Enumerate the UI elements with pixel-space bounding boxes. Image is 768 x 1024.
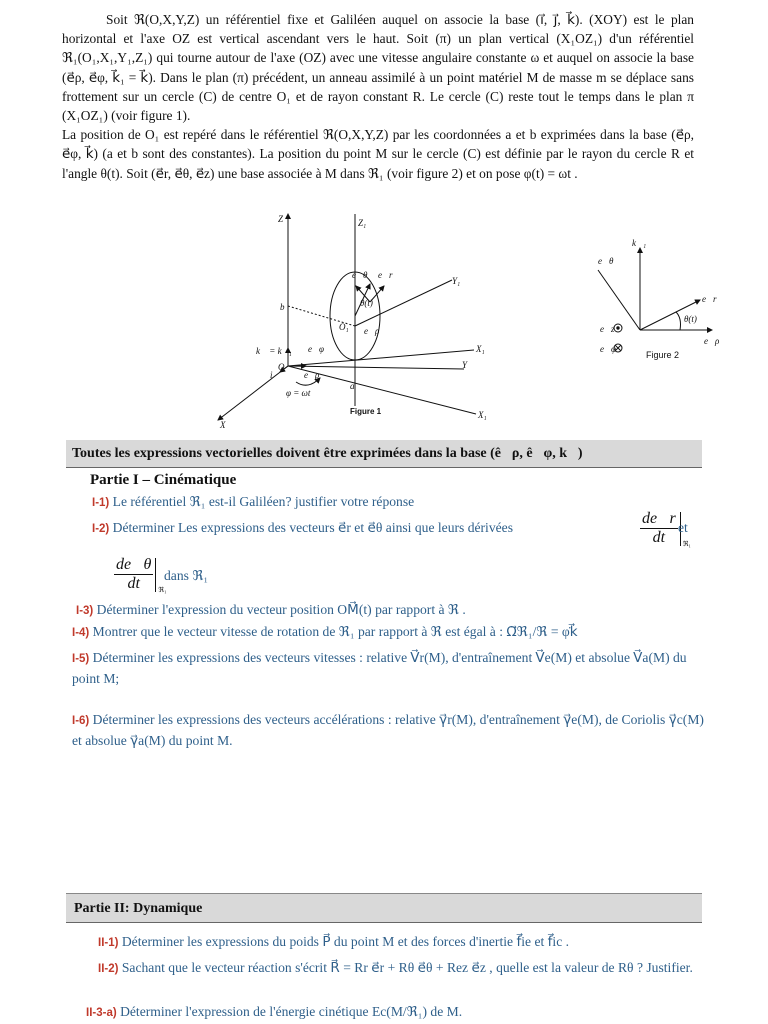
partie-1-title: Partie I – Cinématique [90, 472, 237, 488]
label-O1: O₁ [339, 322, 349, 332]
figure-1 [218, 214, 476, 420]
label-Y1: Y₁ [452, 276, 461, 286]
question-text: Déterminer l'expression de l'énergie cinétique Ec(M/ℜ₁) de M. [120, 1004, 463, 1019]
question-number: II-3-a) [86, 1007, 117, 1019]
question-text: Le référentiel ℜ₁ est-il Galiléen? justifier votre réponse [112, 494, 415, 509]
word-et: et [678, 520, 688, 535]
label-b: b [280, 302, 285, 312]
label-k: k⃗ = k⃗₁ [256, 346, 292, 356]
fig2-label-er: e⃗r [702, 294, 717, 304]
label-erho-origin: e⃗ρ [304, 370, 320, 380]
question-I-1 [92, 492, 702, 513]
label-theta: θ(t) [360, 298, 373, 308]
fraction-denominator: dt [127, 575, 140, 592]
word-dans: dans ℜ₁ [164, 568, 209, 583]
question-I-3 [76, 600, 706, 621]
question-number: I-1) [92, 497, 110, 509]
question-number: I-4) [72, 627, 90, 639]
figures-svg [200, 206, 740, 436]
question-text: Déterminer les expressions du poids P⃗ du point M et des forces d'inertie f⃗ie et f⃗ic . [121, 934, 570, 949]
label-Z: Z [278, 214, 284, 224]
label-a: a [350, 381, 355, 391]
evaluation-bar: ℜ₁ [680, 512, 681, 546]
evaluation-bar: ℜ₁ [155, 558, 156, 592]
question-II-2 [98, 958, 704, 979]
fig2-label-k1: k⃗₁ [632, 238, 647, 248]
label-Y: Y [462, 360, 468, 370]
fraction [114, 556, 153, 593]
label-etheta: e⃗θ [352, 270, 368, 280]
fraction-numerator: de⃗r [642, 510, 676, 527]
figure-1-caption: Figure 1 [350, 407, 382, 416]
question-II-3-a [86, 1002, 706, 1023]
question-text: Déterminer les expressions des vecteurs vitesses : relative V⃗r(M), d'entraînement V⃗e(M) et absolue V⃗a(M) du point M; [72, 650, 687, 686]
label-X1-lower: X₁ [478, 410, 487, 420]
intro-text [62, 10, 694, 183]
fraction-numerator: de⃗θ [116, 556, 152, 573]
question-number: I-5) [72, 653, 90, 665]
question-text: Déterminer Les expressions des vecteurs e⃗r et e⃗θ ainsi que leurs dérivées [112, 520, 513, 535]
question-number: II-1) [98, 937, 119, 949]
label-Z1: Z₁ [358, 218, 367, 228]
question-number: I-2) [92, 523, 110, 535]
intro-paragraph-1: Soit ℜ(O,X,Y,Z) un référentiel fixe et Galiléen auquel on associe la base (i⃗, j⃗, k⃗). (XOY) est le plan horizontal et l'axe OZ est vertical ascendant vers le haut. Soit (π) un plan vertical (X₁OZ₁) d'un référentiel ℜ₁(O₁,X₁,Y₁,Z₁) qui tourne autour de l'axe (OZ) avec une vitesse angulaire constante ω et auquel on associe la base (e⃗ρ, e⃗φ, k⃗₁ = k⃗). Dans le plan (π) précédent, un anneau assimilé à un point matériel M de masse m se déplace sans frottement sur un cercle (C) de centre O₁ et de rayon constant R. Le cercle (C) reste tout le temps dans le plan π (X₁OZ₁) (voir figure 1). [62, 12, 694, 124]
question-text: Déterminer les expressions des vecteurs accélérations : relative γ⃗r(M), d'entraînement γ⃗e(M), de Coriolis γ⃗c(M) et absolue γ⃗a(M) du point M. [72, 712, 704, 748]
label-phi: φ = ωt [286, 388, 311, 398]
fig2-label-etheta: e⃗θ [598, 256, 614, 266]
intro-paragraph-2: La position de O₁ est repéré dans le référentiel ℜ(O,X,Y,Z) par les coordonnées a et b exprimées dans la base (e⃗ρ, e⃗φ, k⃗) (a et b sont des constantes). La position du point M sur le cercle (C) est définie par le rayon du cercle R et l'angle θ(t). Soit (e⃗r, e⃗θ, e⃗z) une base associée à M dans ℜ₁ (voir figure 2) et on pose φ(t) = ωt . [62, 127, 694, 181]
fig2-label-theta: θ(t) [684, 314, 697, 324]
fig2-label-ez: e⃗z [600, 324, 615, 334]
question-text: Sachant que le vecteur réaction s'écrit R⃗ = Rr e⃗r + Rθ e⃗θ + Rez e⃗z , quelle est la valeur de Rθ ? Justifier. [121, 960, 693, 975]
question-number: I-6) [72, 715, 90, 727]
question-I-4 [72, 622, 708, 643]
fraction-denominator: dt [652, 529, 666, 546]
figure-1-labels [219, 214, 487, 430]
question-text: Montrer que le vecteur vitesse de rotation de ℜ₁ par rapport à ℜ est égal à : Ω⃗ℜ₁/ℜ = φ̇k⃗ [92, 624, 578, 639]
label-O: O [278, 362, 285, 372]
question-text: Déterminer l'expression du vecteur position OM⃗(t) par rapport à ℜ . [96, 602, 466, 617]
question-II-1 [98, 932, 698, 953]
label-ephi-origin: e⃗φ [308, 344, 324, 354]
fig2-label-erho: e⃗ρ [704, 336, 720, 346]
label-erho: e⃗ρ [364, 326, 380, 336]
question-number: II-2) [98, 963, 119, 975]
question-I-2 [92, 518, 622, 539]
label-X: X [220, 420, 226, 430]
basis-instruction-banner: Toutes les expressions vectorielles doivent être exprimées dans la base (ê⃗ρ, ê⃗φ, k⃗) [66, 440, 702, 468]
figure-2 [598, 248, 712, 352]
label-i: i⃗ [270, 370, 280, 380]
fraction [640, 510, 678, 547]
fig2-label-ephi: e⃗φ [600, 344, 616, 354]
figure-2-caption: Figure 2 [646, 350, 680, 360]
label-X1-upper: X₁ [476, 344, 485, 354]
partie-2-title: Partie II: Dynamique [66, 893, 702, 923]
figures-area [200, 206, 740, 436]
question-I-6 [72, 710, 704, 751]
question-number: I-3) [76, 605, 94, 617]
fraction-detheta [114, 556, 167, 594]
question-I-5 [72, 648, 704, 689]
figure-2-labels [598, 238, 720, 360]
label-er: e⃗r [378, 270, 393, 280]
